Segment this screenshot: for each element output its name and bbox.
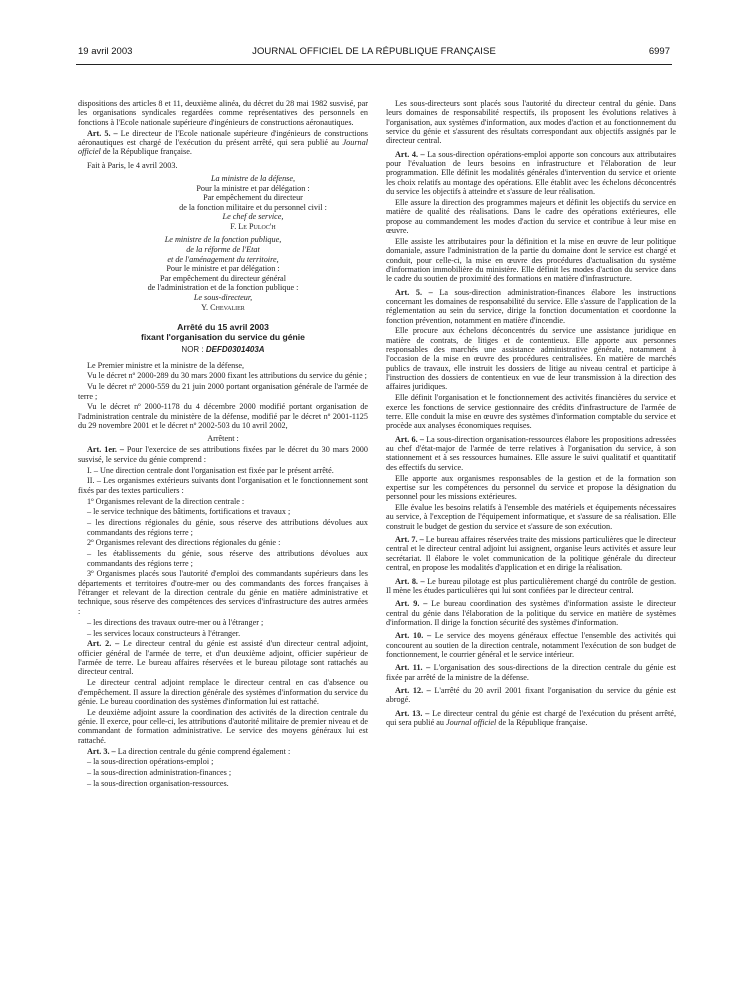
- paragraph: dispositions des articles 8 et 11, deuxième alinéa, du décret du 28 mai 1982 susvisé, par les organisations syndicales regardées comme représentatives des personnels en fonctions à l'Ecole nationale supérieure d'ingénieurs de constructions aéronautiques.: [78, 99, 368, 127]
- arrete-title-line2: fixant l'organisation du service du génie: [141, 332, 305, 343]
- list-item: – la sous-direction opérations-emploi ;: [87, 757, 214, 767]
- article-text: Le service des moyens généraux effectue l'ensemble des activités qui concourent au soutien de la direction centrale, notamment l'exécution de son budget de fonctionnement, le courrier général et le service intérieur.: [386, 631, 676, 659]
- page-number: 6997: [648, 46, 670, 57]
- article-6: [386, 435, 676, 472]
- signatory-name: Y. Chevalier: [201, 302, 245, 312]
- signature-line: Le ministre de la fonction publique,: [164, 235, 282, 245]
- signature-block-defense: [78, 174, 368, 232]
- article-text: L'organisation des sous-directions de la direction centrale du génie est fixée par arrêté de la ministre de la défense.: [386, 663, 676, 682]
- list-item: – les directions des travaux outre-mer ou à l'étranger ;: [87, 617, 264, 627]
- article-2: [78, 639, 368, 676]
- article-label: Art. 4. –: [395, 149, 425, 159]
- article-label: Art. 3. –: [87, 746, 116, 756]
- article-5-right: [386, 288, 676, 325]
- nor-label: NOR :: [181, 345, 206, 355]
- article-4: [386, 150, 676, 197]
- fait-a-paris: Fait à Paris, le 4 avril 2003.: [87, 160, 178, 170]
- article-text: Le directeur central du génie est chargé de l'exécution du présent arrêté, qui sera publié au: [386, 708, 676, 727]
- paragraph: I. – Une direction centrale dont l'organisation est fixée par le présent arrêté.: [87, 465, 334, 475]
- article-text: La sous-direction opérations-emploi apporte son concours aux attributaires pour l'évaluation de leurs besoins en infrastructure et l'élaboration de leur programmation. Elle définit les modalités générales d'intervention du service et oriente les choix relatifs au montage des opérations. Elle établit avec les échelons déconcentrés du service les objectifs à atteindre et s'assure de leur réalisation.: [386, 149, 677, 197]
- article-label: Art. 9. –: [395, 599, 428, 609]
- article-text-end: de la République française.: [100, 147, 192, 157]
- left-column: [78, 99, 368, 790]
- article-text: Le directeur central du génie est assisté d'un directeur central adjoint, officier général de l'armée de terre, et d'un deuxième adjoint, officier supérieur de l'armée de terre. Le bureau affaires réservées et le bureau pilotage sont rattachés au directeur central.: [78, 639, 369, 677]
- article-label: Art. 7. –: [395, 535, 424, 545]
- article-text: La sous-direction organisation-ressources élabore les propositions adressées au chef d'état-major de l'armée de terre relatives à l'organisation du service, à son stationnement et à ses ressources humaines. Elle assure le suivi qualitatif et quantitatif des effectifs du service.: [386, 434, 676, 472]
- article-text: L'arrêté du 20 avril 2001 fixant l'organisation du service du génie est abrogé.: [386, 685, 676, 705]
- article-label: Art. 5. –: [395, 287, 433, 297]
- article-3: [78, 747, 368, 756]
- header-date: 19 avril 2003: [78, 46, 133, 57]
- header-rule: [76, 64, 672, 65]
- article-label: Art. 2. –: [87, 639, 120, 649]
- article-label: Art. 6. –: [395, 434, 424, 444]
- paragraph: 3º Organismes placés sous l'autorité d'emploi des commandants supérieurs dans les départements et territoires d'outre-mer ou des commandants des forces françaises à l'étranger et relevant de la direction centrale du génie en matière administrative et technique, sous réserve des compétences des services d'infrastructure des autres armées :: [78, 569, 368, 616]
- page-header: [48, 46, 700, 60]
- article-text-end: de la République française.: [496, 717, 588, 727]
- list-item: – les directions régionales du génie, sous réserve des attributions dévolues aux commandants des régions terre ;: [87, 518, 368, 537]
- article-text: Le bureau affaires réservées traite des missions particulières que le directeur central et le directeur central adjoint lui assignent, organise leurs activités et assure leur secrétariat. Il élabore le volet communication de la politique générale du directeur central, en propose les modalités d'application et en dirige la réalisation.: [386, 535, 676, 573]
- paragraph: Elle évalue les besoins relatifs à l'ensemble des matériels et équipements nécessaires au service, à l'exception de l'équipement informatique, et s'assure de sa réalisation. Elle construit le budget de gestion du service et s'assure de son exécution.: [386, 503, 676, 531]
- nor-code: DEFD0301403A: [205, 345, 265, 355]
- visa: Vu le décret nº 2000-1178 du 4 décembre 2000 modifié portant organisation de l'administration centrale du ministère de la défense, modifié par le décret nº 2001-1125 du 29 novembre 2001 et le décret nº 2002-503 du 10 avril 2002,: [78, 402, 368, 431]
- signature-line: de la réforme de l'Etat: [186, 245, 260, 255]
- list-item: – les établissements du génie, sous réserve des attributions dévolues aux commandants des régions terre ;: [87, 549, 368, 568]
- article-label: Art. 10. –: [395, 631, 432, 641]
- article-label: Art. 11. –: [395, 663, 431, 673]
- article-label: Art. 1er. –: [87, 445, 124, 455]
- visa: Vu le décret nº 2000-289 du 30 mars 2000 fixant les attributions du service du génie ;: [87, 371, 367, 381]
- paragraph: Le deuxième adjoint assure la coordination des activités de la direction centrale du génie. Il exerce, pour celle-ci, les attributions d'autorité militaire de premier niveau et de commandant de formation administrative. Le service des moyens généraux lui est rattaché.: [78, 707, 368, 745]
- paragraph: Elle définit l'organisation et le fonctionnement des activités financières du service et exerce les fonctions de service gestionnaire des crédits d'infrastructure de l'armée de terre. Elle conduit la mise en œuvre des systèmes d'information comptable du service et procède aux analyses économiques requises.: [386, 393, 676, 431]
- article-12: [386, 686, 676, 705]
- paragraph: 1º Organismes relevant de la direction centrale :: [87, 496, 245, 506]
- signature-line: Pour la ministre et par délégation :: [196, 183, 310, 193]
- article-1: [78, 445, 368, 464]
- article-label: Art. 13. –: [395, 708, 430, 718]
- article-8: [386, 577, 676, 596]
- article-text: Le bureau coordination des systèmes d'information assiste le directeur central du génie dans l'élaboration de la politique du service en matière de systèmes d'information. Il dirige la fonction sécurité des systèmes d'information.: [386, 599, 676, 627]
- paragraph: Elle apporte aux organismes responsables de la gestion et de la formation son expertise sur les compétences du personnel du service et propose la désignation du personnel pour les missions extérieures.: [386, 473, 676, 502]
- signatory-name: F. Le Puloc'h: [230, 221, 276, 231]
- article-text: Le bureau pilotage est plus particulièrement chargé du contrôle de gestion. Il mène les études particulières qui lui sont confiées par le directeur central.: [386, 576, 677, 595]
- paragraph: Elle assure la direction des programmes majeurs et définit les objectifs du service en matière de qualité des réalisations. Dans le cadre des opérations extérieures, elle propose au commandement les modes d'action du service et contribue à leur mise en œuvre.: [386, 197, 676, 235]
- list-item: – les services locaux constructeurs à l'étranger.: [87, 628, 241, 638]
- journal-officiel-ref: Journal officiel: [446, 717, 497, 727]
- paragraph: Elle assiste les attributaires pour la définition et la mise en œuvre de leur politique domaniale, assure l'administration de la partie du domaine dont le service est chargé et conduit, pour celle-ci, la mise en œuvre des procédures d'actualisation du système d'information immobilière du ministère. Elle définit les modes d'action du service dans le cadre du soutien de proximité des formations en matière d'infrastructure.: [386, 236, 676, 284]
- arretent: Arrêtent :: [207, 434, 239, 444]
- article-label: Art. 8. –: [395, 576, 425, 586]
- header-title: JOURNAL OFFICIEL DE LA RÉPUBLIQUE FRANÇAISE: [252, 46, 496, 57]
- article-10: [386, 631, 676, 659]
- paragraph: II. – Les organismes extérieurs suivants dont l'organisation et le fonctionnement sont fixés par des textes particuliers :: [78, 476, 368, 495]
- signature-line: Par empêchement du directeur général: [160, 273, 286, 283]
- signature-line: et de l'aménagement du territoire,: [167, 254, 279, 264]
- signature-line: Le chef de service,: [222, 212, 284, 222]
- visa: Vu le décret nº 2000-559 du 21 juin 2000 portant organisation générale de l'armée de terre ;: [78, 382, 368, 401]
- article-5: [78, 129, 368, 157]
- right-column: [386, 99, 676, 729]
- signature-line: Le sous-directeur,: [193, 293, 253, 303]
- nor-reference: [78, 345, 368, 354]
- list-item: – le service technique des bâtiments, fortifications et travaux ;: [87, 507, 291, 517]
- list-item: – la sous-direction administration-finances ;: [87, 768, 232, 778]
- visa: Le Premier ministre et la ministre de la défense,: [87, 360, 245, 370]
- signature-line: de la fonction militaire et du personnel civil :: [179, 202, 327, 212]
- article-text: La direction centrale du génie comprend également :: [115, 746, 291, 756]
- article-text: La sous-direction administration-finances élabore les instructions concernant les domaines de responsabilité du service. Elle s'assure de l'application de la réglementation au sein du service, dirige la fonction documentation et coordonne la fonction prévention, notamment en matière d'incendie.: [386, 287, 676, 325]
- journal-officiel-ref: Journal officiel: [78, 137, 368, 157]
- list-item: – la sous-direction organisation-ressources.: [87, 779, 229, 789]
- signature-line: de l'administration et de la fonction publique :: [147, 283, 299, 293]
- signature-line: Par empêchement du directeur: [203, 193, 303, 203]
- article-label: Art. 12. –: [395, 685, 431, 695]
- paragraph: Le directeur central adjoint remplace le directeur central en cas d'absence ou d'empêchement. Il assure la direction générale des systèmes d'information du service du génie. Le bureau coordination des systèmes d'information lui est rattaché.: [78, 678, 368, 706]
- signature-line: Pour le ministre et par délégation :: [166, 264, 280, 274]
- article-13: [386, 709, 676, 728]
- article-label: Art. 5. –: [87, 128, 118, 138]
- article-7: [386, 535, 676, 572]
- article-text: Le directeur de l'Ecole nationale supérieure d'ingénieurs de constructions aéronautiques est chargé de l'exécution du présent arrêté, qui sera publié au: [78, 128, 368, 147]
- paragraph: Elle procure aux échelons déconcentrés du service une assistance juridique en matière de contrats, de litiges et de contentieux. Elle apporte aux personnes responsables des marchés une assistance administrative générale, notamment à l'occasion de la mise en œuvre des procédures centralisées. En matière de marchés publics de travaux, elle instruit les dossiers de litige au niveau central et participe à l'instruction des dossiers de contentieux en vue de leur transmission à la direction des affaires juridiques.: [386, 326, 676, 392]
- arrete-title: [78, 322, 368, 342]
- signature-block-fonction-publique: [78, 235, 368, 312]
- arrete-title-line1: Arrêté du 15 avril 2003: [177, 322, 269, 333]
- signature-line: La ministre de la défense,: [210, 173, 296, 183]
- article-11: [386, 663, 676, 682]
- paragraph: 2º Organismes relevant des directions régionales du génie :: [87, 538, 281, 548]
- article-text: Pour l'exercice de ses attributions fixées par le décret du 30 mars 2000 susvisé, le service du génie comprend :: [78, 445, 368, 464]
- paragraph: Les sous-directeurs sont placés sous l'autorité du directeur central du génie. Dans leurs domaines de responsabilité respectifs, ils proposent les évolutions relatives à l'organisation, aux systèmes d'information, aux modes d'action et au fonctionnement du service du génie et s'assurent des résultats correspondant aux objectifs assignés par le directeur central.: [386, 99, 676, 146]
- article-9: [386, 599, 676, 627]
